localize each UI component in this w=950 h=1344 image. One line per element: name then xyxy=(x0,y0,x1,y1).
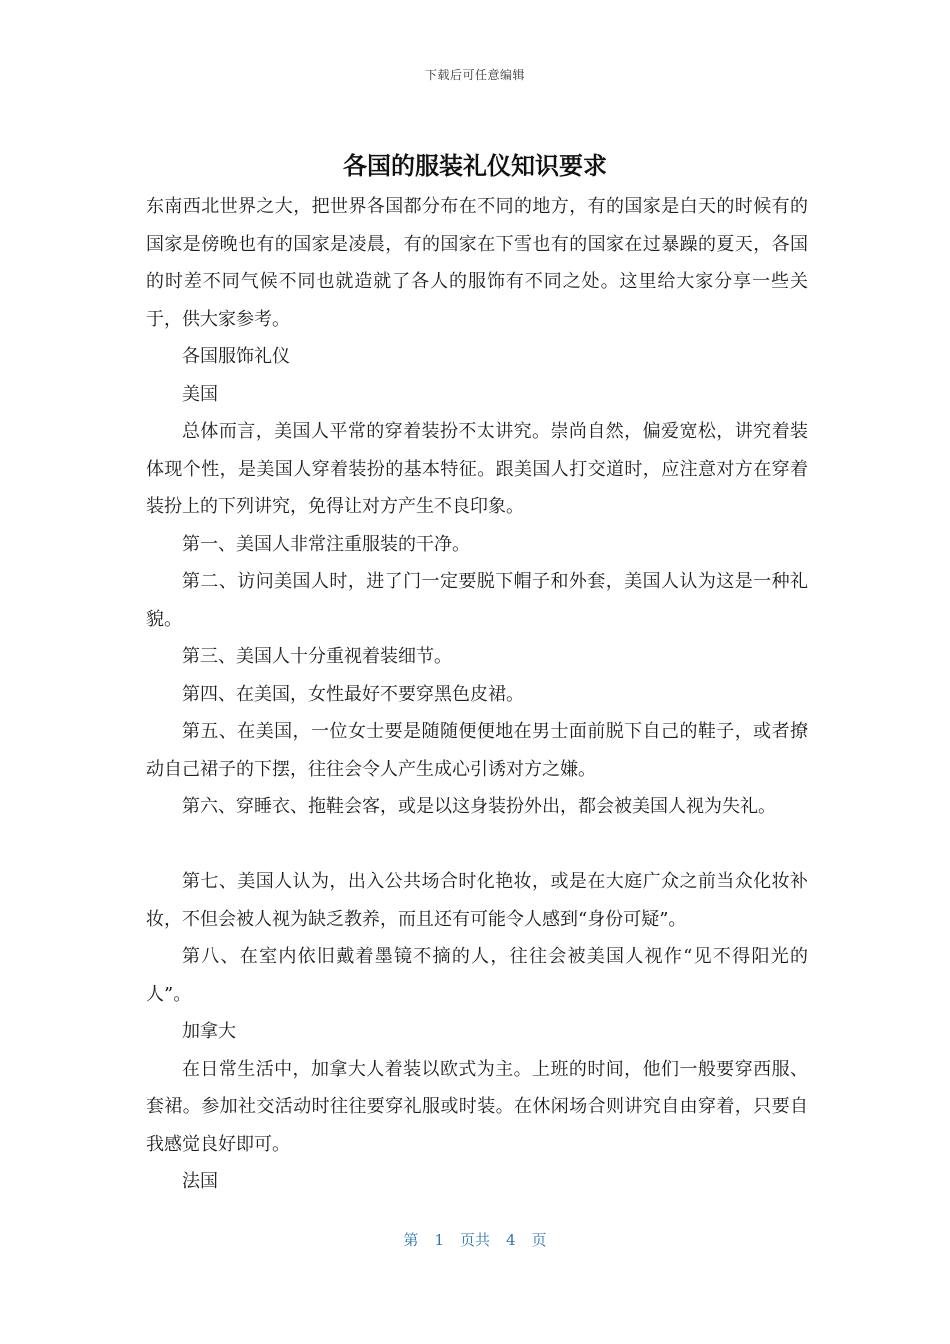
list-item-usa-7: 第七、美国人认为，出入公共场合时化艳妆，或是在大庭广众之前当众化妆补妆，不但会被人视为缺乏教养，而且还有可能令人感到“身份可疑”。 xyxy=(146,871,808,930)
intro-paragraph: 东南西北世界之大，把世界各国都分布在不同的地方，有的国家是白天的时候有的国家是傍晚也有的国家是凌晨，有的国家在下雪也有的国家在过暴躁的夏天，各国的时差不同气候不同也就造就了各人的服饰有不同之处。这里给大家分享一些关于，供大家参考。 xyxy=(146,196,808,330)
list-item-usa-4: 第四、在美国，女性最好不要穿黑色皮裙。 xyxy=(182,683,524,705)
paragraph-canada: 在日常生活中，加拿大人着装以欧式为主。上班的时间，他们一般要穿西服、套裙。参加社交活动时往往要穿礼服或时装。在休闲场合则讲究自由穿着，只要自我感觉良好即可。 xyxy=(146,1058,808,1155)
section-heading-clothing-etiquette: 各国服饰礼仪 xyxy=(182,346,290,367)
header-note: 下载后可任意编辑 xyxy=(424,68,525,82)
country-heading-usa: 美国 xyxy=(182,383,218,405)
document-body xyxy=(146,188,808,1201)
list-item-usa-5: 第五、在美国，一位女士要是随随便便地在男士面前脱下自己的鞋子，或者撩动自己裙子的下摆，往往会令人产生成心引诱对方之嫌。 xyxy=(146,721,808,780)
blank-line xyxy=(146,826,808,864)
page-middle: 页共 xyxy=(459,1231,490,1249)
list-item-usa-6: 第六、穿睡衣、拖鞋会客，或是以这身装扮外出，都会被美国人视为失礼。 xyxy=(182,796,776,817)
list-item-usa-3: 第三、美国人十分重视着装细节。 xyxy=(182,646,452,667)
list-item-usa-2: 第二、访问美国人时，进了门一定要脱下帽子和外套，美国人认为这是一种礼貌。 xyxy=(146,571,808,630)
page-footer xyxy=(0,1229,950,1250)
page-prefix: 第 xyxy=(403,1231,419,1249)
page-current: 1 xyxy=(434,1231,444,1249)
list-item-usa-1: 第一、美国人非常注重服装的干净。 xyxy=(182,533,470,555)
page-total: 4 xyxy=(506,1231,516,1249)
list-item-usa-8: 第八、在室内依旧戴着墨镜不摘的人，往往会被美国人视作“见不得阳光的人”。 xyxy=(146,946,808,1005)
document-title: 各国的服装礼仪知识要求 xyxy=(343,152,607,180)
page-suffix: 页 xyxy=(531,1231,547,1249)
paragraph-usa-overview: 总体而言，美国人平常的穿着装扮不太讲究。崇尚自然，偏爱宽松，讲究着装体现个性，是美国人穿着装扮的基本特征。跟美国人打交道时，应注意对方在穿着装扮上的下列讲究，免得让对方产生不良印象。 xyxy=(146,421,808,517)
country-heading-france: 法国 xyxy=(182,1171,218,1192)
country-heading-canada: 加拿大 xyxy=(182,1021,236,1042)
